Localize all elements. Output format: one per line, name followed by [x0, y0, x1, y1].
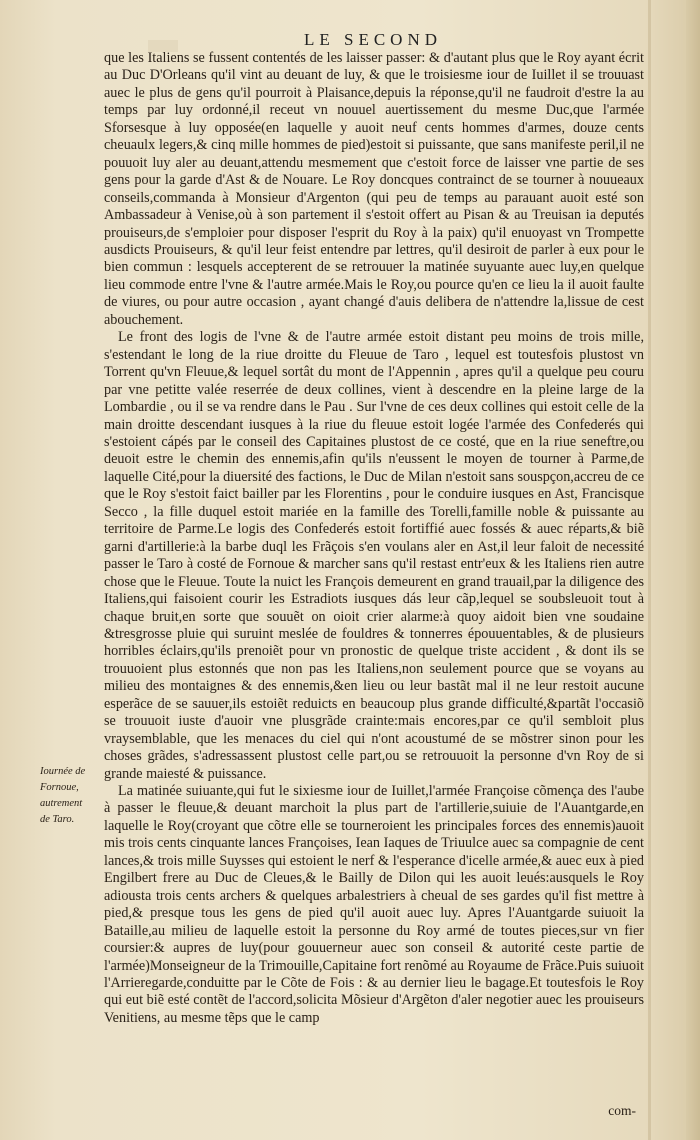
catchword: com- — [608, 1103, 636, 1118]
body-text — [104, 50, 644, 1027]
margin-line: de Taro. — [40, 814, 75, 825]
marginal-note — [40, 764, 104, 828]
margin-line: autrement — [40, 798, 83, 809]
paragraph: Le front des logis de l'vne & de l'autre armée estoit distant peu moins de trois mille, s'estendant le long de la riue droitte du Fleuue de Taro , lequel est toutesfois plustost vn Torrent qu'vn Fleuue,& lequel sortât du mont de l'Appennin , apres qu'il a quelque peu couru par vne petitte valée reserrée de deux collines, vient à descendre en la pleine large de la Lombardie , ou il se va rendre dans le Pau . Sur l'vne de ces deux collines qui estoit celle de la main droitte descendant iusques à la riue du fleuue estoit logée l'armée des Confederés qui s'estoient cápés par le conseil des Capitaines plustost de ce costé, que en la riue seneftre,ou deuoit estre le chemin des ennemis,afin qu'ils n'eussent le moyen de tourner à Parme,de laquelle Cité,pour la diuersité des factions, le Duc de Milan n'estoit sans souspçon,accreu de ce que le Roy s'estoit faict bailler par les Florentins , pour le conduire iusques en Ast, Francisque Secco , la fille duquel estoit mariée en la famille des Torelli,famille noble & puissante au territoire de Parme.Le logis des Confederés estoit fortiffié auec fossés & auec réparts,& biẽ garni d'artillerie:à la barbe duql les Frãçois s'en voulans aler en Ast,il leur faloit de necessité passer le Taro à costé de Fornoue & marcher sans qu'il restast entr'eux & les Italiens rien autre chose que le Fleuue. Toute la nuict les François demeurent en grand trauail,par la diligence des Italiens,qui faisoient courir les Estradiots iusques dás leur cãp,lequel se soubsleuoit tout à chaque bruit,en sorte que souuẽt on oioit crier alarme:à quoy aidoit bien vne soudaine &tresgrosse pluie qui suruint meslée de fouldres & tonnerres épouuentables, & de plusieurs horribles éclairs,qu'ils prenoiẽt pour vn pronostic de quelque triste accident , & dont ils se trouuoient plus estonnés que non pas les Italiens,non seulement pource que se voyans au milieu des montaignes & des ennemis,&en lieu ou leur bastãt mal il ne leur restoit aucune esperãce de se sauuer,ils estoiẽt reduicts en beaucoup plus grande difficulté,&partãt l'occasiõ se trouuoit iuste d'auoir vne plusgrãde crainte:mais encores,par ce qu'il sembloit plus vraysemblable, que les menaces du ciel qui n'ont acoustumé de se mõstrer sinon pour les choses grãdes, s'adressassent plustost celle part,ou se retrouuoit la personne d'vn Roy de si grande maiesté & puissance. — [104, 329, 644, 782]
paragraph: que les Italiens se fussent contentés de les laisser passer: & d'autant plus que le Roy ayant écrit au Duc D'Orleans qu'il vint au deuant de luy, & que le troisiesme iour de Iuillet il se trouuast auec le plus de gens qu'il pourroit à Plaisance,depuis la réponse,qu'il ne faudroit d'estre la au temps par luy ordonné,il receut vn nouuel auertissement du mesme Duc,que l'armée Sforsesque à luy opposée(en laquelle y auoit neuf cents hommes d'armes, douze cents cheuaulx legers,& cinq mille hommes de pied)estoit si puissante, que sans manifeste peril,il ne pouuoit luy aler au deuant,attendu mesmement que c'estoit force de laisser vne partie de ses gens pour la garde d'Ast & de Nouare. Le Roy doncques contrainct de se tourner à nouueaux conseils,commanda à Monsieur d'Argenton (qui peu de temps au parauant auoit esté son Ambassadeur à Venise,où à son partement il s'estoit offert au Pisan & au Treuisan ia deputés prouiseurs,de s'emploier pour disposer l'esprit du Roy à la paix) qu'il enuoyast vn Trompette ausdicts Prouiseurs, & qu'il leur feist entendre par lettres, qu'il desiroit de parler à eux pour le bien commun : lesquels accepterent de se retrouuer la matinée suyuante auec luy,en quelque lieu commode entre l'vne & l'autre armée.Mais le Roy,ou pource qu'en ce lieu la il auoit faulte de viures, ou pour autre occasion , ayant changé d'auis delibera de n'attendre la,lissue de cest abouchement. — [104, 50, 644, 328]
paragraph: La matinée suiuante,qui fut le sixiesme iour de Iuillet,l'armée Françoise cõmença des l'aube à passer le fleuue,& deuant marchoit la plus part de l'artillerie,suiuie de l'Auantgarde,en laquelle le Roy(croyant que cõtre elle se tourneroient les principales forces des ennemis)auoit mis trois cents cinquante lances Françoises, Iean Iaques de Triuulce auec sa compagnie de cent lances,& trois mille Suysses qui estoient le nerf & l'esperance d'icelle armée,& auec eux à pied Engilbert frere au Duc de Cleues,& le Bailly de Dilon qui les auoit leués:ausquels le Roy adiousta trois cents archers & quelques arbalestriers à cheual de ses gardes qu'il fist mettre à pied,& presque tous les gens de pied qu'il auoit auec luy. Apres l'Auantgarde suiuoit la Bataille,au milieu de laquelle estoit la personne du Roy armé de toutes pieces,sur vn fier coursier:& aupres de luy(pour gouuerneur auec son conseil & autorité ceste partie de l'armée)Monseigneur de la Trimouille,Capitaine fort renõmé au Royaume de Frãce.Puis suiuoit l'Arrieregarde,conduitte par le Cõte de Fois : & au dernier lieu le bagage.Et toutesfois le Roy qui eut biẽ esté contẽt de l'accord,solicita Mõsieur d'Argẽton d'aler negotier auec les prouiseurs Venitiens, au mesme tẽps que le camp — [104, 783, 644, 1026]
page-fold — [648, 0, 651, 1140]
page-edge — [686, 0, 700, 1140]
margin-line: Iournée de — [40, 766, 86, 777]
margin-line: Fornoue, — [40, 782, 79, 793]
running-header — [0, 30, 700, 50]
header-title: LE SECOND — [303, 30, 443, 49]
